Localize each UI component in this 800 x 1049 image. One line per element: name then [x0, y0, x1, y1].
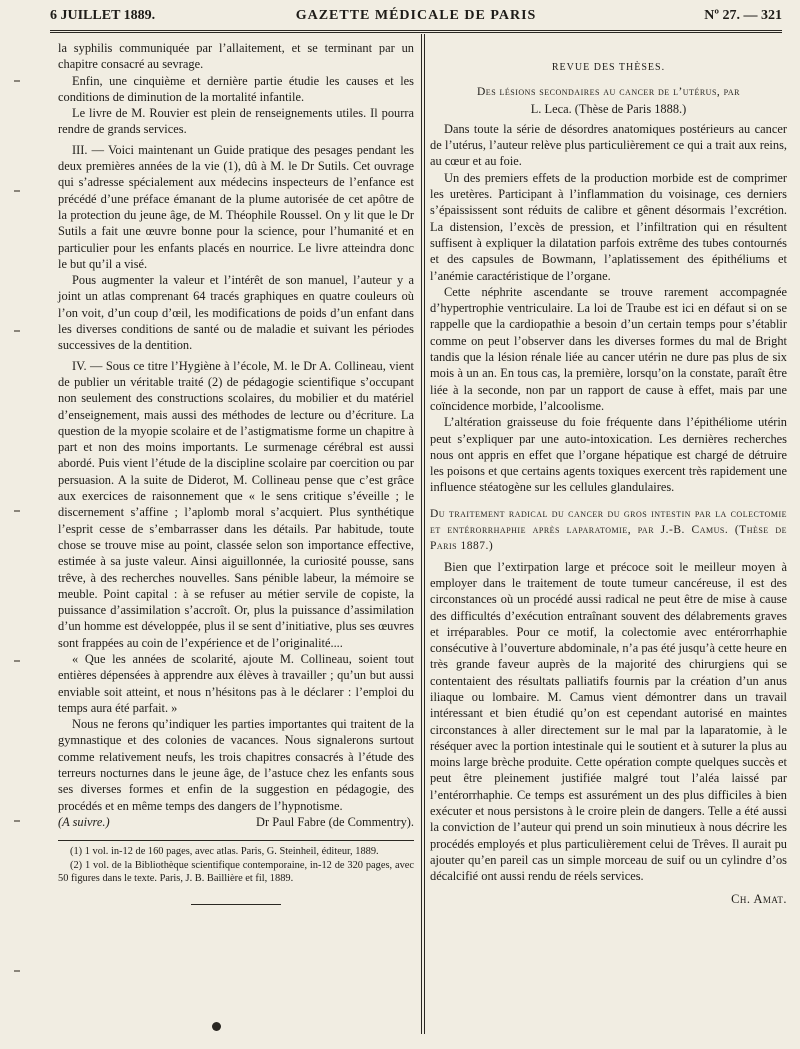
footnote: (2) 1 vol. de la Bibliothèque scientifique contemporaine, in-12 de 320 pages, avec 50 figures dans le texte. Paris, J. B. Baillière et fil, 1889. [58, 859, 414, 885]
footnotes [58, 845, 414, 886]
paragraph: Nous ne ferons qu’indiquer les parties importantes qui traitent de la gymnastique et des colonies de vacances. Nous signalerons surtout comme relativement neufs, les trois chapitres consacrés à l’étude des terreurs nocturnes dans le jeune âge, de l’astuce chez les enfants sous ses diverses formes et enfin de la suggestion en pédagogie, des procédés et en même temps des dangers de l’hypnotisme. [58, 717, 414, 813]
paragraph: « Que les années de scolarité, ajoute M. Collineau, soient tout entières dépensées à apprendre aux élèves à travailler ; qu’un but aussi enviable soit atteint, et nous n’hésitons pas à le déclarer : l’emploi du temps aura été parfait. » [58, 651, 414, 715]
author-signature: Dr Paul Fabre (de Commentry). [256, 814, 414, 829]
article-title: Des lésions secondaires au cancer de l’utérus, par [477, 86, 740, 99]
paragraph: la syphilis communiquée par l’allaitement, et se terminant par un chapitre consacré au sevrage. [58, 41, 414, 72]
paragraph: Pous augmenter la valeur et l’intérêt de son manuel, l’auteur y a joint un atlas comprenant 64 tracés graphiques en quatre couleurs où l’on voit, d’un coup d’œil, les modifications de poids d’un enfant dans les diverses conditions de santé ou de maladie et suivant les périodes successives de la dentition. [58, 273, 414, 353]
paragraph: Cette néphrite ascendante se trouve rarement accompagnée d’hypertrophie ventriculaire. La loi de Traube est ici en défaut si on se rappelle que la cardiopathie a besoin d’un certain temps pour s’établir comme on peut l’observer dans les diverses formes du mal de Bright tandis que la lésion rénale liée au cancer utérin ne dure pas plus de six mois à un an. En tous cas, la première, lorsqu’on la constate, paraît être liée à la seconde, non par un rapport de cause à effet, mais par une coïncidence morbide, l’alcoolisme. [430, 284, 787, 413]
end-rule [191, 904, 281, 905]
footnote-rule [58, 840, 414, 841]
left-column [58, 40, 414, 905]
paragraph: Dans toute la série de désordres anatomiques postérieurs au cancer de l’utérus, l’auteur relève plus particulièrement ce qui a trait aux reins, au cœur et au foie. [430, 121, 787, 169]
paragraph: IV. — Sous ce titre l’Hygiène à l’école, M. le Dr A. Collineau, vient de publier un véritable traité (2) de pédagogie scientifique s’occupant non seulement des constructions scolaires, du mobilier et du matériel d’enseignement, mais aussi des méthodes de lecture ou d’écriture. La question de la myopie scolaire et de l’astigmatisme forme un chapitre à part et non des moins importants. Le surmenage cérébral est aussi abordé. Puis vient l’étude de la discipline scolaire par coercition ou par persuasion. A la suite de Diderot, M. Collineau pense que c’est grâce aux exercices de raisonnement que « le sens critique s’éveille ; le discernement s’affine ; l’aplomb moral s’acquiert. Plus synthétique l’esprit cesse de s’embarrasser dans les détails. Par habitude, toute chose se trouve mise au point, classée selon son importance effective, estimée à sa juste valeur. Ainsi aiguillonnée, la curiosité pousse, sans trêve, à des recherches nouvelles. Sans pénible labeur, la mémoire se meuble. Point capital : à se refuser au métier servile de copiste, la puissance d’assimilation s’accroît. Or, plus la puissance d’assimilation d’un homme est développée, plus il se sent d’initiative, plus ses œuvres sont frappées au coin de l’expérience et de l’originalité.... [58, 358, 414, 650]
publication-title: GAZETTE MÉDICALE DE PARIS [295, 8, 537, 23]
edge-mark [14, 80, 20, 82]
right-column [430, 40, 787, 907]
paragraph: L’altération graisseuse du foie fréquente dans l’épithéliome utérin peut s’expliquer par une auto-intoxication. Les dernières recherches nous ont appris en effet que l’organe hépatique est chargé de détruire les poisons et que certains agents toxiques exercent très rapidement une influence stéatogène sur les cellules glandulaires. [430, 415, 787, 495]
issue-date: 6 JUILLET 1889. [50, 8, 156, 23]
footnote: (1) 1 vol. in-12 de 160 pages, avec atlas. Paris, G. Steinheil, éditeur, 1889. [70, 846, 379, 858]
edge-mark [14, 330, 20, 332]
paragraph: III. — Voici maintenant un Guide pratique des pesages pendant les deux premières années de la vie (1), dû à M. le Dr Sutils. Cet ouvrage qui s’adresse spécialement aux médecins inspecteurs de l’enfance est précédé d’une préface émanant de la plume autorisée de cet apôtre de la protection du jeune âge, de M. Théophile Roussel. On y lit que le Dr Sutils a fait une œuvre bonne pour la science, pour l’humanité et en particulier pour les enfants placés en nourrice. Le livre atteindra donc le but qu’il a visé. [58, 142, 414, 271]
to-be-continued: (A suivre.) [58, 814, 110, 829]
author-signature: Ch. Amat. [731, 891, 787, 906]
paragraph: Bien que l’extirpation large et précoce soit le meilleur moyen à employer dans le traitement de toute tumeur cancéreuse, il est des circonstances où un procédé aussi radical ne peut être de mise à cause des difficultés d’exécution entraînant souvent des délabrements graves et irréparables. Pour ce motif, la colectomie avec entérorrhaphie consécutive à l’ouverture abdominale, n’a pas été jusqu’à cette heure en très grande faveur auprès de la majorité des chirurgiens qui se contentaient des résultats palliatifs fournis par la création d’un anus iliaque ou lombaire. M. Camus vient démontrer dans un travail intéressant et bien étudié qu’on est cependant autorisé en maintes circonstances à aller directement sur le mal par la laparatomie, à le réséquer avec la portion intestinale qui le soutient et à suturer la plus au moins large brèche produite. Cette opération compte quelques succès et peut être pleinement justifiée malgré tout l’aléa laissé par l’entérorrhaphie. Ce temps est assurément un des plus difficiles à bien exécuter et nous persistons à le croire plein de dangers. Telle a été aussi la conviction de l’auteur qui prend un soin minutieux à nous décrire les procédés employés et plus particulièrement celui de Trêves. Il aurait pu ajouter qu’en pareil cas un simple morceau de suif ou un cylindre d’os décalcifié ont aussi rendu de réels services. [430, 559, 787, 884]
edge-mark [14, 190, 20, 192]
column-divider [421, 34, 422, 1034]
ink-dot [212, 1022, 221, 1031]
signature-line [58, 814, 414, 830]
article-author: L. Leca. (Thèse de Paris 1888.) [530, 101, 687, 116]
binding-edge [8, 40, 24, 1030]
header-rule [50, 30, 782, 33]
paragraph: Un des premiers effets de la production morbide est de comprimer les uretères. Participant à l’inflammation du voisinage, ces derniers s’épaississent sont réduits de calibre et gênent désormais l’excrétion. La distension, l’excès de pression, et l’infiltration qui en résultent suffisent à expliquer la dilatation parfois extrême des tubes contournés et des capsules de Bowmann, l’aplatissement des épithéliums et l’anémie caractéristique de l’organe. [430, 170, 787, 283]
page-header [50, 6, 782, 30]
edge-mark [14, 510, 20, 512]
edge-mark [14, 820, 20, 822]
article-title: Du traitement radical du cancer du gros intestin par la colectomie et entérorrhaphie après laparatomie, par J.-B. Camus. (Thèse de Paris 1887.) [430, 507, 787, 553]
edge-mark [14, 660, 20, 662]
column-divider [424, 34, 425, 1034]
edge-mark [14, 970, 20, 972]
paragraph: Enfin, une cinquième et dernière partie étudie les causes et les conditions de diminution de la mortalité infantile. [58, 73, 414, 104]
paragraph: Le livre de M. Rouvier est plein de renseignements utiles. Il pourra rendre de grands services. [58, 106, 414, 137]
issue-number: Nº 27. — 321 [704, 8, 782, 23]
section-title: REVUE DES THÈSES. [551, 62, 666, 73]
